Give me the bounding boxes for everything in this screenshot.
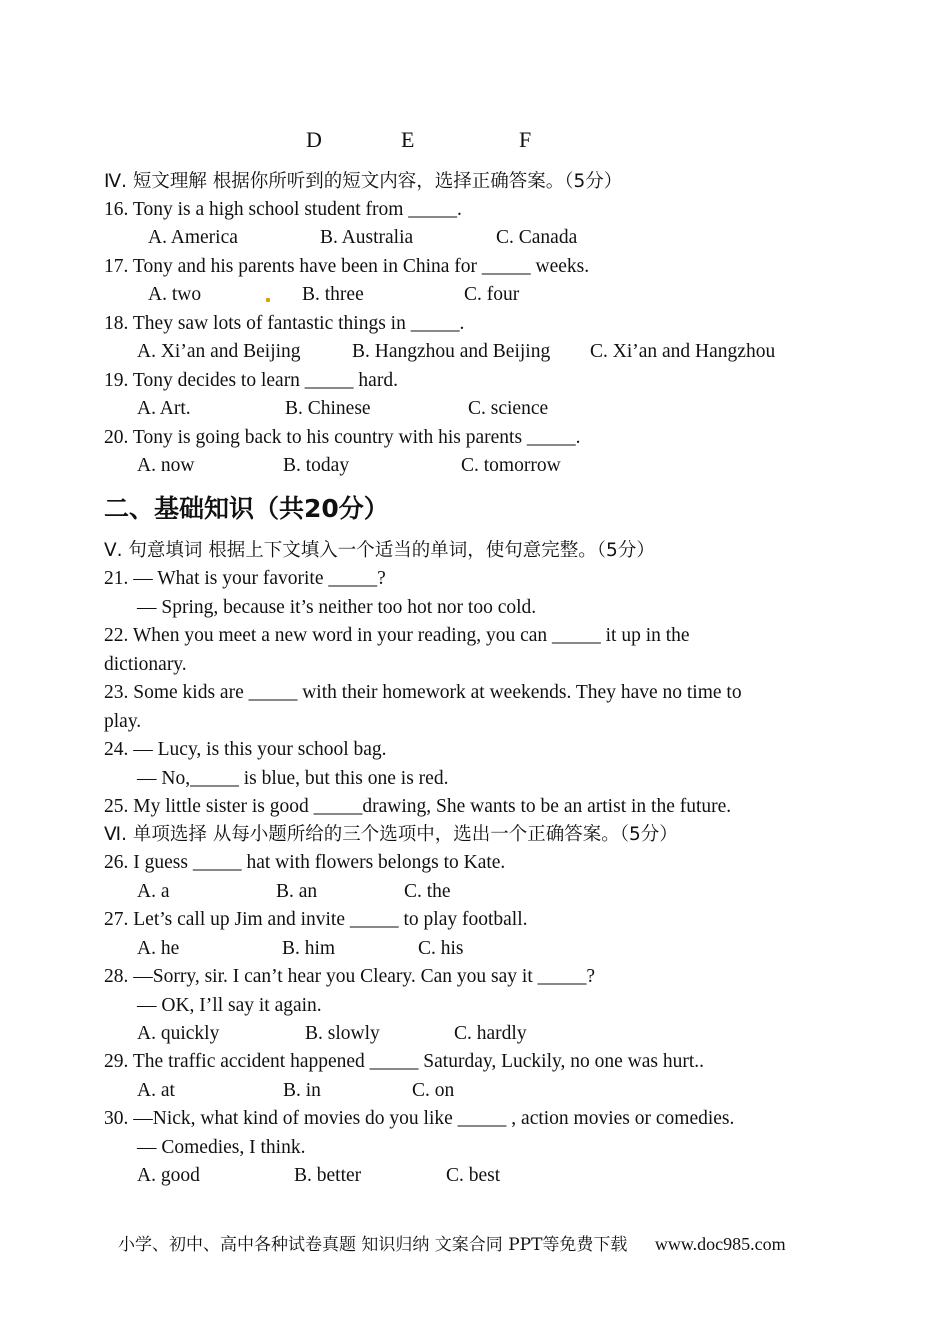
question-28: 28. —Sorry, sir. I can’t hear you Cleary. Can you say it _____? <box>104 966 596 987</box>
option-b: B. Chinese <box>285 398 371 419</box>
option-a: A. good <box>137 1165 200 1186</box>
option-c: C. on <box>412 1080 455 1101</box>
option-c: C. Xi’an and Hangzhou <box>590 341 776 362</box>
question-21-answer: — Spring, because it’s neither too hot nor too cold. <box>137 597 537 618</box>
question-30: 30. —Nick, what kind of movies do you like _____ , action movies or comedies. <box>104 1108 735 1129</box>
option-c: C. four <box>464 284 520 305</box>
option-b: B. three <box>302 284 364 305</box>
option-b: B. slowly <box>305 1023 380 1044</box>
question-17: 17. Tony and his parents have been in China for _____ weeks. <box>104 256 590 277</box>
question-30-options <box>137 1165 500 1187</box>
option-a: A. Xi’an and Beijing <box>137 341 301 362</box>
question-16-options <box>148 227 577 249</box>
option-b: B. an <box>276 881 318 902</box>
part4-heading: Ⅳ. 短文理解 根据你所听到的短文内容，选择正确答案。（5分） <box>104 171 623 192</box>
option-c: C. science <box>468 398 549 419</box>
option-a: A. Art. <box>137 398 191 419</box>
option-b: B. Australia <box>320 227 414 248</box>
stray-mark <box>266 298 270 302</box>
option-c: C. best <box>446 1165 501 1186</box>
option-a: A. he <box>137 938 180 959</box>
question-17-options <box>148 284 519 306</box>
question-19-options <box>137 398 548 420</box>
question-25: 25. My little sister is good _____drawing, She wants to be an artist in the future. <box>104 796 732 817</box>
option-a: A. America <box>148 227 238 248</box>
option-a: A. quickly <box>137 1023 220 1044</box>
question-20-options <box>137 455 561 477</box>
option-a: A. two <box>148 284 202 305</box>
option-a: A. at <box>137 1080 175 1101</box>
question-20: 20. Tony is going back to his country with his parents _____. <box>104 427 581 448</box>
option-c: C. Canada <box>496 227 578 248</box>
question-29-options <box>137 1080 454 1102</box>
option-c: C. his <box>418 938 464 959</box>
option-c: C. tomorrow <box>461 455 561 476</box>
letter-f: F <box>519 127 532 152</box>
question-27: 27. Let’s call up Jim and invite _____ to play football. <box>104 909 528 930</box>
option-b: B. Hangzhou and Beijing <box>352 341 551 362</box>
question-18: 18. They saw lots of fantastic things in _____. <box>104 313 465 334</box>
part6-heading: Ⅵ. 单项选择 从每小题所给的三个选项中，选出一个正确答案。（5分） <box>104 824 678 845</box>
question-18-options <box>137 341 775 363</box>
section-2-title: 二、基础知识（共20分） <box>104 494 389 523</box>
option-a: A. now <box>137 455 195 476</box>
option-b: B. in <box>283 1080 321 1101</box>
question-28-reply: — OK, I’ll say it again. <box>137 995 322 1016</box>
question-21: 21. — What is your favorite _____? <box>104 568 386 589</box>
page-footer <box>118 1230 786 1255</box>
question-27-options <box>137 938 464 960</box>
question-16: 16. Tony is a high school student from _____. <box>104 199 462 220</box>
question-22: 22. When you meet a new word in your reading, you can _____ it up in the <box>104 625 690 646</box>
question-26-options <box>137 881 451 903</box>
question-29: 29. The traffic accident happened _____ Saturday, Luckily, no one was hurt.. <box>104 1051 704 1072</box>
question-30-reply: — Comedies, I think. <box>137 1137 306 1158</box>
question-24: 24. — Lucy, is this your school bag. <box>104 739 387 760</box>
option-c: C. the <box>404 881 451 902</box>
letter-e: E <box>401 127 415 152</box>
option-b: B. him <box>282 938 336 959</box>
option-a: A. a <box>137 881 170 902</box>
question-23-cont: play. <box>104 711 142 732</box>
question-24-answer: — No,_____ is blue, but this one is red. <box>137 768 449 789</box>
question-19: 19. Tony decides to learn _____ hard. <box>104 370 398 391</box>
part5-heading: Ⅴ. 句意填词 根据上下文填入一个适当的单词，使句意完整。（5分） <box>104 540 655 561</box>
question-23: 23. Some kids are _____ with their homework at weekends. They have no time to <box>104 682 742 703</box>
option-b: B. today <box>283 455 350 476</box>
question-26: 26. I guess _____ hat with flowers belongs to Kate. <box>104 852 506 873</box>
option-b: B. better <box>294 1165 362 1186</box>
question-28-options <box>137 1023 527 1045</box>
letter-d: D <box>306 127 322 152</box>
footer-text: 小学、初中、高中各种试卷真题 知识归纳 文案合同 PPT等免费下载 <box>118 1235 628 1255</box>
footer-url[interactable]: www.doc985.com <box>654 1234 786 1254</box>
option-c: C. hardly <box>454 1023 527 1044</box>
question-22-cont: dictionary. <box>104 654 187 675</box>
